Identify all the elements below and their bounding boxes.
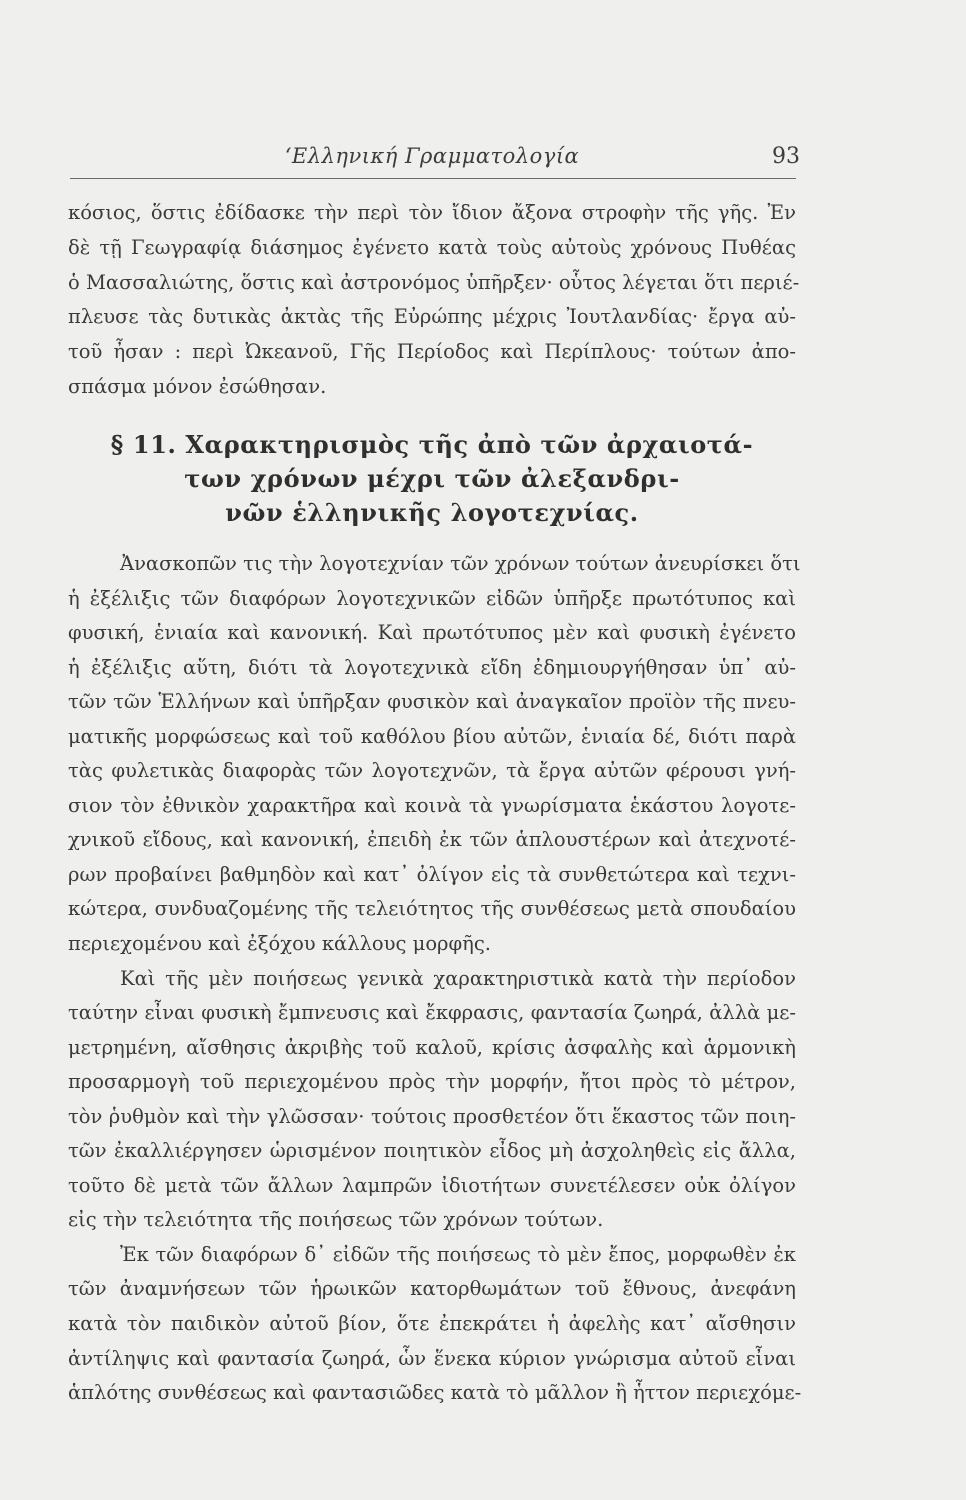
text-line: τὰς φυλετικὰς διαφορὰς τῶν λογοτεχνῶν, τὰ ἔργα αὐτῶν φέρουσι γνή- bbox=[68, 759, 796, 783]
header-rule bbox=[70, 178, 796, 179]
text-line: πλευσε τὰς δυτικὰς ἀκτὰς τῆς Εὐρώπης μέχρις Ἰουτλανδίας· ἔργα αὐ- bbox=[68, 305, 796, 329]
text-line: τῶν τῶν Ἑλλήνων καὶ ὑπῆρξαν φυσικὸν καὶ ἀναγκαῖον προϊὸν τῆς πνευ- bbox=[68, 690, 796, 714]
text-line: ἀντίληψις καὶ φαντασία ζωηρά, ὧν ἕνεκα κύριον γνώρισμα αὐτοῦ εἶναι bbox=[68, 1346, 796, 1370]
running-head bbox=[68, 138, 800, 172]
text-line: ὁ Μασσαλιώτης, ὅστις καὶ ἀστρονόμος ὑπῆρξεν· οὗτος λέγεται ὅτι περιέ- bbox=[68, 270, 800, 294]
text-line: τῶν ἐκαλλιέργησεν ὡρισμένον ποιητικὸν εἶδος μὴ ἀσχοληθεὶς εἰς ἄλλα, bbox=[68, 1139, 796, 1163]
paragraph-top bbox=[68, 196, 800, 405]
text-line: ταύτην εἶναι φυσικὴ ἔμπνευσις καὶ ἔκφρασις, φαντασία ζωηρά, ἀλλὰ με- bbox=[68, 1001, 796, 1025]
section-heading bbox=[68, 428, 796, 530]
running-title: ‘Ελληνική Γραμματολογία bbox=[284, 144, 580, 168]
text-line: τοῦ ἦσαν : περὶ Ὠκεανοῦ, Γῆς Περίοδος καὶ Περίπλους· τούτων ἀπο- bbox=[68, 340, 796, 364]
text-line: τῶν ἀναμνήσεων τῶν ἡρωικῶν κατορθωμάτων τοῦ ἔθνους, ἀνεφάνη bbox=[68, 1277, 796, 1301]
text-line: κόσιος, ὅστις ἐδίδασκε τὴν περὶ τὸν ἴδιον ἄξονα στροφὴν τῆς γῆς. Ἐν bbox=[68, 201, 796, 224]
text-line: εἰς τὴν τελειότητα τῆς ποιήσεως τῶν χρόνων τούτων. bbox=[68, 1208, 604, 1232]
text-line: δὲ τῇ Γεωγραφίᾳ διάσημος ἐγένετο κατὰ τοὺς αὐτοὺς χρόνους Πυθέας bbox=[68, 235, 796, 259]
text-line: ρων προβαίνει βαθμηδὸν καὶ κατ᾽ ὀλίγον εἰς τὰ συνθετώτερα καὶ τεχνι- bbox=[68, 862, 796, 886]
text-line: κώτερα, συνδυαζομένης τῆς τελειότητος τῆς συνθέσεως μετὰ σπουδαίου bbox=[68, 897, 796, 921]
text-line: ἁπλότης συνθέσεως καὶ φαντασιῶδες κατὰ τὸ μᾶλλον ἢ ἧττον περιεχόμε- bbox=[68, 1381, 802, 1405]
text-line: ματικῆς μορφώσεως καὶ τοῦ καθόλου βίου αὐτῶν, ἑνιαία δέ, διότι παρὰ bbox=[68, 724, 796, 748]
text-line: σιον τὸν ἐθνικὸν χαρακτῆρα καὶ κοινὰ τὰ γνωρίσματα ἑκάστου λογοτε- bbox=[68, 793, 796, 817]
text-line: προσαρμογὴ τοῦ περιεχομένου πρὸς τὴν μορφήν, ἤτοι πρὸς τὸ μέτρον, bbox=[68, 1070, 796, 1094]
heading-line: των χρόνων μέχρι τῶν ἀλεξανδρι- bbox=[184, 464, 680, 493]
text-line: τοῦτο δὲ μετὰ τῶν ἄλλων λαμπρῶν ἰδιοτήτων συνετέλεσεν οὐκ ὀλίγον bbox=[68, 1173, 796, 1197]
text-line: σπάσμα μόνον ἐσώθησαν. bbox=[68, 374, 327, 398]
text-line: ἡ ἐξέλιξις τῶν διαφόρων λογοτεχνικῶν εἰδῶν ὑπῆρξε πρωτότυπος καὶ bbox=[68, 586, 796, 610]
body-text bbox=[68, 547, 802, 1411]
text-line: κατὰ τὸν παιδικὸν αὐτοῦ βίον, ὅτε ἐπεκράτει ἡ ἀφελὴς κατ᾽ αἴσθησιν bbox=[68, 1312, 796, 1336]
text-line: περιεχομένου καὶ ἐξόχου κάλλους μορφῆς. bbox=[68, 932, 491, 956]
text-line: Ἐκ τῶν διαφόρων δ᾽ εἰδῶν τῆς ποιήσεως τὸ μὲν ἔπος, μορφωθὲν ἐκ bbox=[120, 1242, 796, 1266]
text-line: ἡ ἐξέλιξις αὕτη, διότι τὰ λογοτεχνικὰ εἴδη ἐδημιουργήθησαν ὑπ᾽ αὐ- bbox=[68, 655, 796, 679]
text-line: τὸν ῥυθμὸν καὶ τὴν γλῶσσαν· τούτοις προσθετέον ὅτι ἕκαστος τῶν ποιη- bbox=[68, 1104, 796, 1128]
text-line: Καὶ τῆς μὲν ποιήσεως γενικὰ χαρακτηριστικὰ κατὰ τὴν περίοδον bbox=[120, 966, 796, 990]
text-line: μετρημένη, αἴσθησις ἀκριβὴς τοῦ καλοῦ, κρίσις ἀσφαλὴς καὶ ἁρμονικὴ bbox=[68, 1035, 796, 1059]
text-line: Ἀνασκοπῶν τις τὴν λογοτεχνίαν τῶν χρόνων τούτων ἀνευρίσκει ὅτι bbox=[120, 552, 801, 575]
page-number: 93 bbox=[772, 144, 800, 169]
heading-line: νῶν ἑλληνικῆς λογοτεχνίας. bbox=[225, 498, 639, 527]
text-line: φυσική, ἑνιαία καὶ κανονική. Καὶ πρωτότυπος μὲν καὶ φυσικὴ ἐγένετο bbox=[68, 621, 796, 645]
heading-line: § 11. Χαρακτηρισμὸς τῆς ἀπὸ τῶν ἀρχαιοτά- bbox=[110, 430, 754, 459]
text-line: χνικοῦ εἴδους, καὶ κανονική, ἐπειδὴ ἐκ τῶν ἁπλουστέρων καὶ ἀτεχνοτέ- bbox=[68, 828, 796, 852]
